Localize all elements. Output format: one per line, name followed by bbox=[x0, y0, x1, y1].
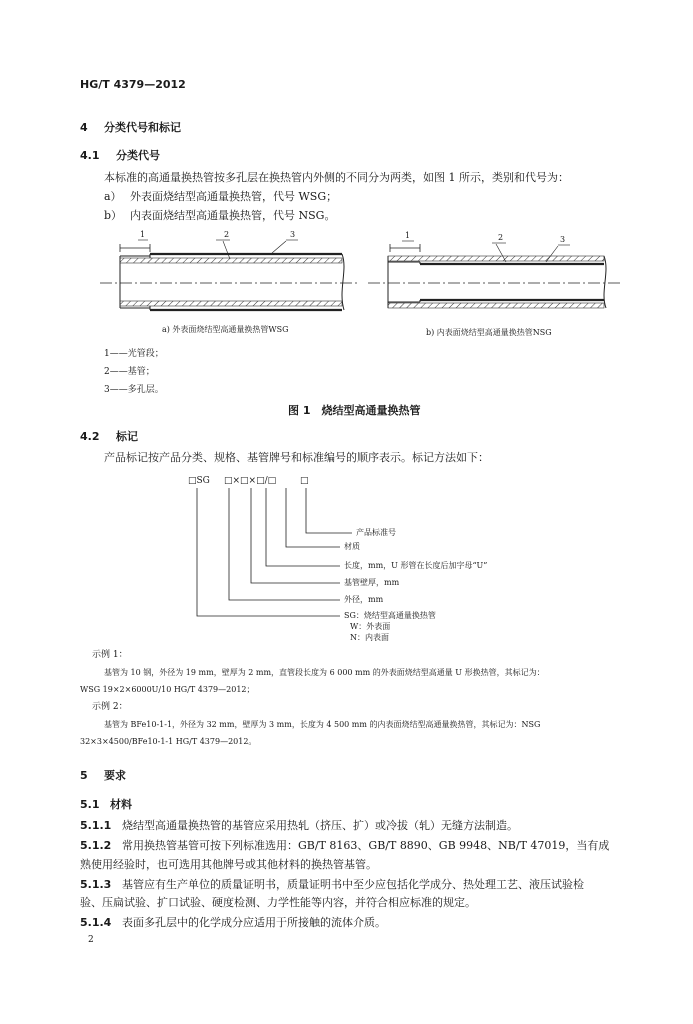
section-5-1-2-line1: 常用换热管基管可按下列标准选用：GB/T 8163、GB/T 8890、GB 9948、NB/T 47019，当有成 bbox=[122, 839, 610, 852]
list-item-a-text: 外表面烧结型高通量换热管，代号 WSG； bbox=[130, 190, 338, 203]
section-5-1-2-line2: 熟使用经验时，也可选用其他牌号或其他材料的换热管基管。 bbox=[80, 858, 377, 871]
section-4-1-title: 分类代号 bbox=[116, 149, 160, 162]
section-5-1-3-line1: 基管应有生产单位的质量证明书，质量证明书中至少应包括化学成分、热处理工艺、液压试验检 bbox=[122, 878, 584, 891]
section-5-1-3-number: 5.1.3 bbox=[80, 878, 112, 891]
example-2-line1: 基管为 BFe10-1-1，外径为 32 mm，壁厚为 3 mm，长度为 4 500 mm 的内表面烧结型高通量换热管，其标记为：NSG bbox=[104, 720, 541, 729]
marking-label-w: W：外表面 bbox=[350, 622, 391, 631]
marking-label-diameter: 外径，mm bbox=[344, 595, 384, 604]
marking-label-material: 材质 bbox=[344, 542, 360, 551]
marking-label-standard: 产品标准号 bbox=[356, 528, 396, 537]
section-5-1-4-text: 表面多孔层中的化学成分应适用于所接触的流体介质。 bbox=[122, 916, 386, 929]
figure-1-title: 图 1 烧结型高通量换热管 bbox=[288, 404, 421, 417]
list-item-b-mark: b） bbox=[104, 209, 123, 222]
callout-a-1: 1 bbox=[140, 230, 146, 239]
marking-code-standard: □ bbox=[300, 476, 309, 486]
standard-code: HG/T 4379—2012 bbox=[80, 78, 186, 91]
section-5-1-1-number: 5.1.1 bbox=[80, 819, 112, 832]
example-1-line2: WSG 19×2×6000U/10 HG/T 4379—2012； bbox=[80, 685, 255, 694]
section-5-1-1-text: 烧结型高通量换热管的基管应采用热轧（挤压、扩）或冷拔（轧）无缝方法制造。 bbox=[122, 819, 518, 832]
callout-a-2: 2 bbox=[224, 230, 230, 239]
legend-item-1: 1——光管段； bbox=[104, 349, 164, 359]
section-4-2-title: 标记 bbox=[116, 430, 138, 443]
legend-item-2: 2——基管； bbox=[104, 367, 155, 377]
section-5-1-number: 5.1 bbox=[80, 798, 100, 811]
example-1-title: 示例 1： bbox=[92, 650, 128, 660]
section-5-1-title: 材料 bbox=[110, 798, 132, 811]
section-4-1-intro: 本标准的高通量换热管按多孔层在换热管内外侧的不同分为两类，如图 1 所示，类别和代号为： bbox=[104, 171, 569, 184]
page-number: 2 bbox=[88, 935, 94, 945]
callout-a-3: 3 bbox=[290, 230, 296, 239]
section-4-number: 4 bbox=[80, 121, 88, 134]
example-1-line1: 基管为 10 钢，外径为 19 mm，壁厚为 2 mm，直管段长度为 6 000 mm 的外表面烧结型高通量 U 形换热管，其标记为： bbox=[104, 668, 545, 677]
marking-diagram-lines bbox=[197, 488, 352, 616]
tube-a-diagram bbox=[100, 240, 360, 310]
marking-code-type: □SG bbox=[188, 476, 210, 486]
callout-b-2: 2 bbox=[498, 233, 504, 242]
section-5-1-2-number: 5.1.2 bbox=[80, 839, 112, 852]
marking-label-length: 长度，mm，U 形管在长度后加字母“U” bbox=[344, 561, 488, 570]
section-5-1-3-line2: 验、压扁试验、扩口试验、硬度检测、力学性能等内容，并符合相应标准的规定。 bbox=[80, 896, 476, 909]
callout-b-1: 1 bbox=[405, 231, 411, 240]
marking-label-sg: SG：烧结型高通量换热管 bbox=[344, 611, 436, 620]
section-4-heading: 分类代号和标记 bbox=[104, 121, 181, 134]
callout-b-3: 3 bbox=[560, 235, 566, 244]
list-item-b-text: 内表面烧结型高通量换热管，代号 NSG。 bbox=[130, 209, 336, 222]
section-4-1-number: 4.1 bbox=[80, 149, 100, 162]
figure-caption-b: b) 内表面烧结型高通量换热管NSG bbox=[426, 328, 552, 337]
section-5-1-4-number: 5.1.4 bbox=[80, 916, 112, 929]
section-5-heading: 要求 bbox=[104, 769, 126, 782]
section-4-2-intro: 产品标记按产品分类、规格、基管牌号和标准编号的顺序表示。标记方法如下： bbox=[104, 451, 489, 464]
marking-code-spec: □×□×□/□ bbox=[224, 476, 277, 486]
tube-b-diagram bbox=[368, 241, 622, 308]
list-item-a-mark: a） bbox=[104, 190, 122, 203]
section-4-2-number: 4.2 bbox=[80, 430, 100, 443]
legend-item-3: 3——多孔层。 bbox=[104, 385, 164, 395]
example-2-title: 示例 2： bbox=[92, 702, 128, 712]
marking-label-wall: 基管壁厚，mm bbox=[344, 578, 400, 587]
section-5-number: 5 bbox=[80, 769, 88, 782]
marking-label-n: N：内表面 bbox=[350, 633, 389, 642]
figure-caption-a: a) 外表面烧结型高通量换热管WSG bbox=[162, 325, 289, 334]
example-2-line2: 32×3×4500/BFe10-1-1 HG/T 4379—2012。 bbox=[80, 737, 257, 746]
